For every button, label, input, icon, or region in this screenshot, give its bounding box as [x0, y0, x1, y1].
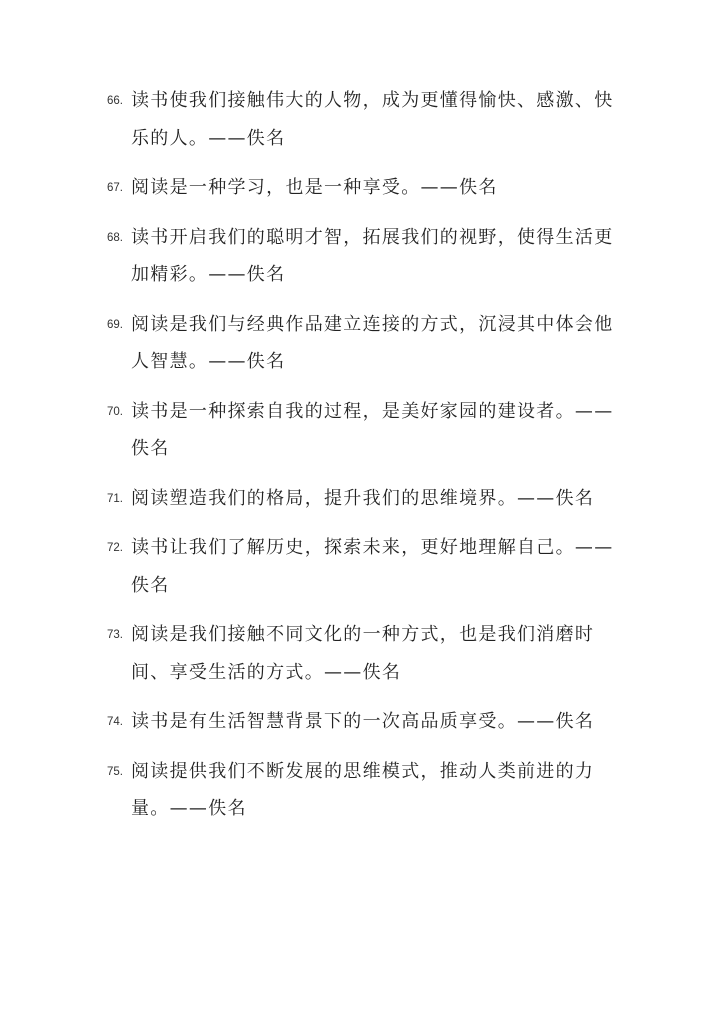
quote-text: 读书开启我们的聪明才智，拓展我们的视野，使得生活更加精彩。——佚名: [131, 226, 614, 285]
quote-item-70: [107, 393, 627, 468]
quote-text: 阅读提供我们不断发展的思维模式，推动人类前进的力量。——佚名: [131, 760, 595, 819]
quote-text: 阅读是我们接触不同文化的一种方式，也是我们消磨时间、享受生活的方式。——佚名: [131, 624, 595, 683]
quote-text: 读书是一种探索自我的过程，是美好家园的建设者。——佚名: [131, 400, 614, 459]
quote-item-71: [107, 480, 627, 518]
quote-number: 72.: [107, 542, 123, 554]
quote-item-72: [107, 529, 627, 604]
quote-item-67: [107, 169, 627, 207]
quote-number: 69.: [107, 318, 123, 331]
quote-item-66: [107, 82, 627, 157]
quote-number: 74.: [107, 716, 123, 728]
quote-number: 71.: [107, 492, 123, 505]
quote-item-74: [107, 703, 627, 741]
quote-item-69: [107, 306, 627, 381]
quote-number: 70.: [107, 405, 123, 418]
quote-text: 阅读是我们与经典作品建立连接的方式，沉浸其中体会他人智慧。——佚名: [131, 313, 614, 372]
quote-text: 读书是有生活智慧背景下的一次高品质享受。——佚名: [131, 711, 595, 732]
quote-item-73: [107, 616, 627, 691]
quote-list: [107, 82, 627, 840]
quote-text: 读书让我们了解历史，探索未来，更好地理解自己。——佚名: [131, 537, 614, 596]
quote-item-68: [107, 219, 627, 294]
quote-number: 67.: [107, 182, 123, 194]
quote-number: 75.: [107, 765, 123, 778]
quote-number: 68.: [107, 231, 123, 244]
quote-text: 阅读塑造我们的格局，提升我们的思维境界。——佚名: [131, 487, 595, 509]
quote-text: 读书使我们接触伟大的人物，成为更懂得愉快、感激、快乐的人。——佚名: [131, 90, 614, 149]
quote-item-75: [107, 753, 627, 828]
quote-number: 66.: [107, 95, 123, 107]
quote-number: 73.: [107, 629, 123, 641]
quote-text: 阅读是一种学习，也是一种享受。——佚名: [131, 177, 498, 198]
